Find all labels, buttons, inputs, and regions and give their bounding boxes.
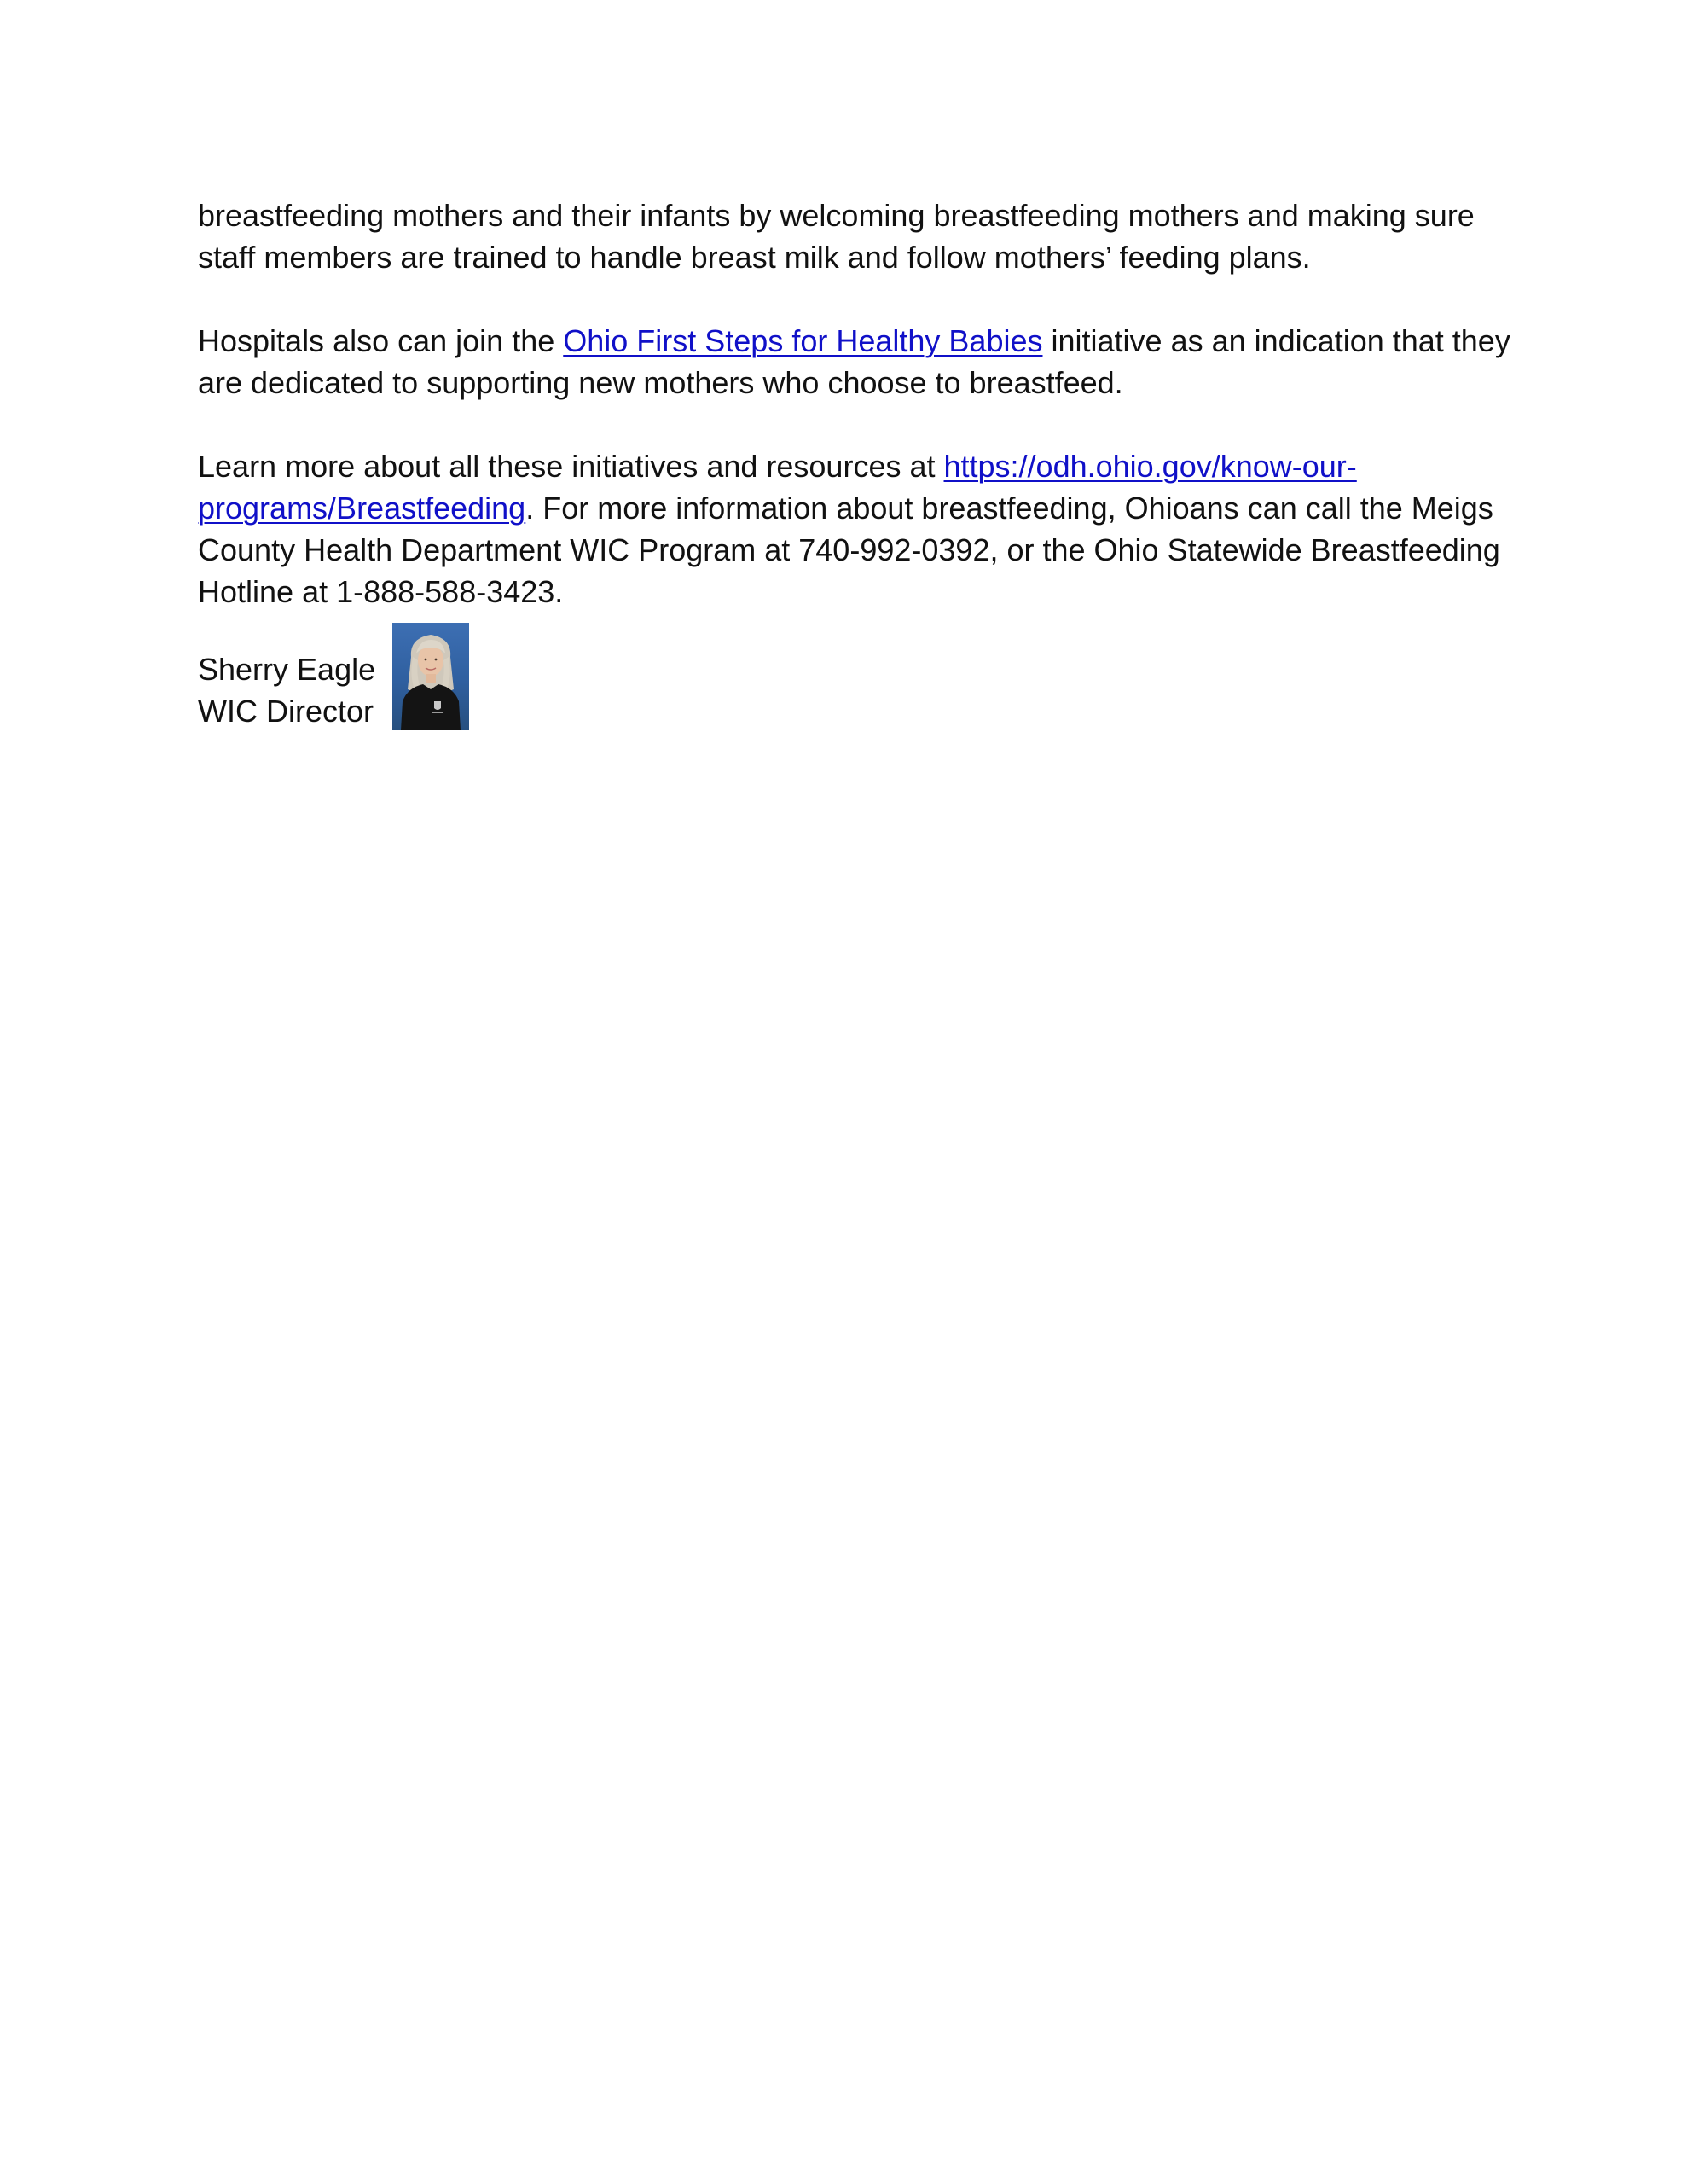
director-photo bbox=[392, 623, 469, 730]
paragraph-learn-more bbox=[198, 445, 1511, 613]
paragraph-text-after-link: . For more information about breastfeeding, Ohioans can call the Meigs County Health Department WIC Program at 740-992-0392, or the Ohio Statewide Breastfeeding Hotline at 1-888-588-3423. bbox=[198, 491, 1500, 609]
signature-name: Sherry Eagle bbox=[198, 652, 376, 687]
odh-breastfeeding-link[interactable]: https://odh.ohio.gov/know-our-programs/Breastfeeding bbox=[198, 449, 1357, 526]
director-portrait-image bbox=[392, 623, 469, 730]
signature-text bbox=[198, 648, 375, 732]
ohio-first-steps-link[interactable]: Ohio First Steps for Healthy Babies bbox=[563, 323, 1043, 358]
paragraph-text-after-link: initiative as an indication that they are dedicated to supporting new mothers who choose to breastfeed. bbox=[198, 323, 1510, 400]
paragraph-text-before-link: Hospitals also can join the bbox=[198, 323, 564, 358]
signature-title: WIC Director bbox=[198, 694, 374, 729]
paragraph-breastfeeding-support bbox=[198, 195, 1511, 278]
document-body bbox=[198, 195, 1511, 732]
paragraph-text-before-link: Learn more about all these initiatives and resources at bbox=[198, 449, 944, 484]
paragraph-hospitals bbox=[198, 320, 1511, 404]
paragraph-text: breastfeeding mothers and their infants by welcoming breastfeeding mothers and making sure staff members are trained to handle breast milk and follow mothers’ feeding plans. bbox=[198, 198, 1475, 275]
signature-block bbox=[198, 623, 1511, 732]
